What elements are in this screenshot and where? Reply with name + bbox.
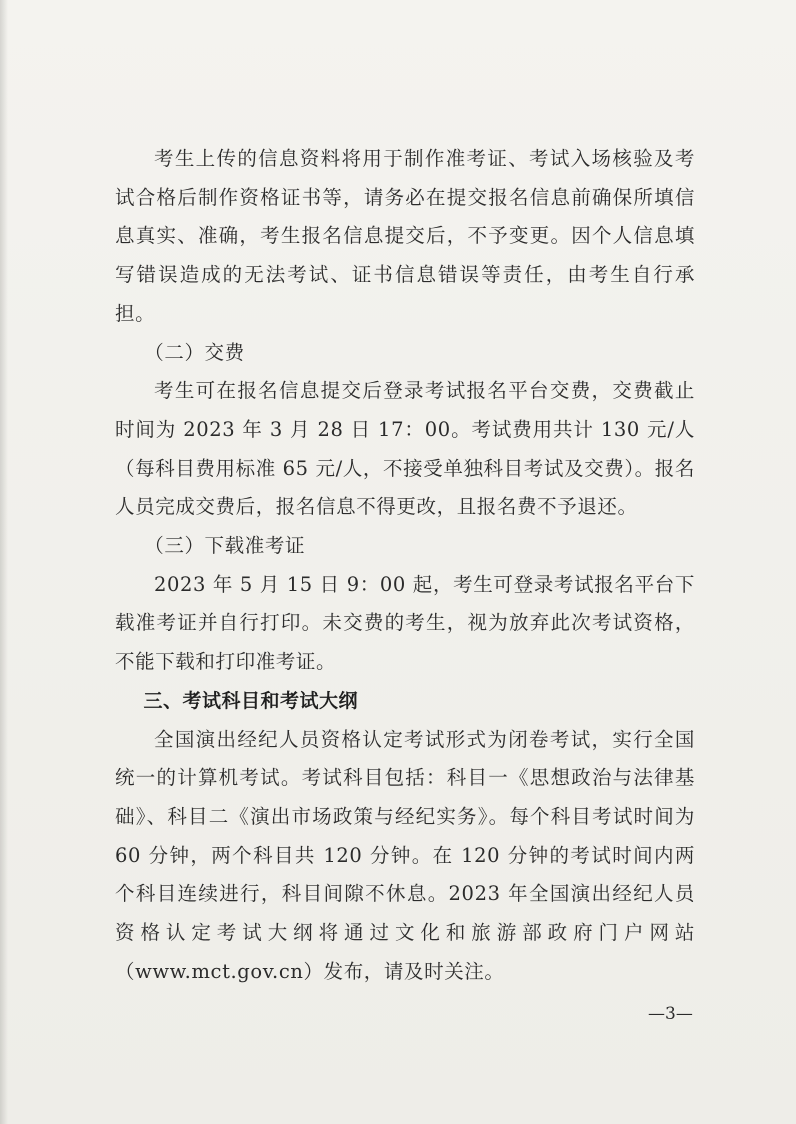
page-number: —3— [648, 1004, 693, 1024]
paragraph-payment: 考生可在报名信息提交后登录考试报名平台交费，交费截止时间为 2023 年 3 月 28 日 17：00。考试费用共计 130 元/人（每科目费用标准 65 元/人，不接受单独科目考试及交费）。报名人员完成交费后，报名信息不得更改，且报名费不予退还。 [115, 379, 695, 519]
document-body [115, 140, 695, 991]
paragraph-admission-ticket: 2023 年 5 月 15 日 9：00 起，考生可登录考试报名平台下载准考证并自行打印。未交费的考生，视为放弃此次考试资格，不能下载和打印准考证。 [115, 572, 695, 674]
section-heading-exam-subjects: 三、考试科目和考试大纲 [143, 689, 359, 712]
paragraph-exam-subjects: 全国演出经纪人员资格认定考试形式为闭卷考试，实行全国统一的计算机考试。考试科目包括：科目一《思想政治与法律基础》、科目二《演出市场政策与经纪实务》。每个科目考试时间为 60 分钟，两个科目共 120 分钟。在 120 分钟的考试时间内两个科目连续进行，科目间隙不休息。2023 年全国演出经纪人员资格认定考试大纲将通过文化和旅游部政府门户网站（www.mct.gov.cn）发布，请及时关注。 [115, 727, 695, 983]
subheading-payment: （二）交费 [144, 340, 245, 364]
paragraph-personal-info: 考生上传的信息资料将用于制作准考证、考试入场核验及考试合格后制作资格证书等，请务必在提交报名信息前确保所填信息真实、准确，考生报名信息提交后，不予变更。因个人信息填写错误造成的无法考试、证书信息错误等责任，由考生自行承担。 [115, 147, 695, 325]
page-edge-shadow [0, 0, 8, 1124]
subheading-download-admission-ticket: （三）下载准考证 [144, 534, 306, 558]
